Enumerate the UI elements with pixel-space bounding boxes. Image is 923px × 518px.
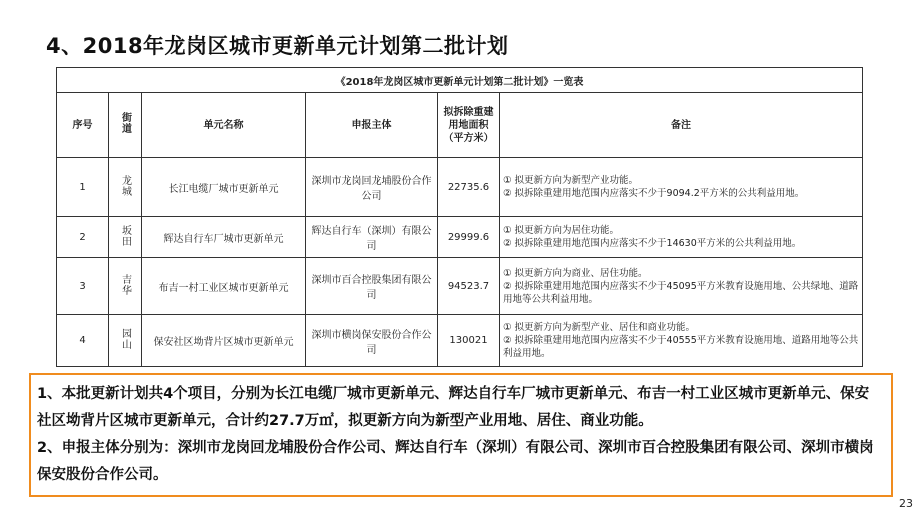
cell-unit-name: 布吉一村工业区城市更新单元 [142,258,306,315]
slide-title: 4、2018年龙岗区城市更新单元计划第二批计划 [46,34,509,58]
remark-line: ① 拟更新方向为新型产业、居住和商业功能。 [503,322,696,333]
cell-applicant: 深圳市龙岗回龙埔股份合作公司 [306,158,438,217]
cell-unit-name: 保安社区坳背片区城市更新单元 [142,315,306,367]
plan-table [56,67,863,367]
cell-no: 4 [57,315,109,367]
summary-box [29,373,893,497]
cell-area: 130021 [438,315,500,367]
cell-unit-name: 长江电缆厂城市更新单元 [142,158,306,217]
cell-remark [500,258,863,315]
remark-line: ② 拟拆除重建用地范围内应落实不少于40555平方米教育设施用地、道路用地等公共利益用地。 [503,335,859,359]
cell-area: 94523.7 [438,258,500,315]
remark-line: ② 拟拆除重建用地范围内应落实不少于9094.2平方米的公共利益用地。 [503,188,805,199]
header-applicant: 申报主体 [306,93,438,158]
cell-street: 园山 [109,315,142,367]
remark-line: ① 拟更新方向为新型产业功能。 [503,175,639,186]
plan-table-container [56,67,862,367]
cell-no: 2 [57,217,109,258]
table-row [57,315,863,367]
header-street: 街道 [109,93,142,158]
cell-no: 1 [57,158,109,217]
header-unit-name: 单元名称 [142,93,306,158]
header-no: 序号 [57,93,109,158]
cell-applicant: 深圳市横岗保安股份合作公司 [306,315,438,367]
cell-applicant: 深圳市百合控股集团有限公司 [306,258,438,315]
cell-remark [500,158,863,217]
table-header-row [57,93,863,158]
remark-line: ② 拟拆除重建用地范围内应落实不少于45095平方米教育设施用地、公共绿地、道路用地等公共利益用地。 [503,280,859,305]
remark-line: ① 拟更新方向为商业、居住功能。 [503,267,648,279]
cell-remark [500,217,863,258]
table-row [57,258,863,315]
header-remark: 备注 [500,93,863,158]
table-row [57,217,863,258]
cell-unit-name: 辉达自行车厂城市更新单元 [142,217,306,258]
remark-line: ① 拟更新方向为居住功能。 [503,225,620,236]
cell-no: 3 [57,258,109,315]
page-number: 23 [899,497,913,510]
header-area: 拟拆除重建用地面积（平方米） [438,93,500,158]
cell-area: 29999.6 [438,217,500,258]
cell-applicant: 辉达自行车（深圳）有限公司 [306,217,438,258]
cell-street: 吉华 [109,258,142,315]
remark-line: ② 拟拆除重建用地范围内应落实不少于14630平方米的公共利益用地。 [503,238,802,249]
summary-paragraph-2: 2、申报主体分别为：深圳市龙岗回龙埔股份合作公司、辉达自行车（深圳）有限公司、深圳市百合控股集团有限公司、深圳市横岗保安股份合作公司。 [37,440,874,483]
table-caption: 《2018年龙岗区城市更新单元计划第二批计划》一览表 [57,68,863,93]
cell-remark [500,315,863,367]
cell-street: 龙城 [109,158,142,217]
table-row [57,158,863,217]
cell-street: 坂田 [109,217,142,258]
summary-paragraph-1: 1、本批更新计划共4个项目，分别为长江电缆厂城市更新单元、辉达自行车厂城市更新单元、布吉一村工业区城市更新单元、保安社区坳背片区城市更新单元，合计约27.7万㎡，拟更新方向为新型产业用地、居住、商业功能。 [37,386,870,429]
cell-area: 22735.6 [438,158,500,217]
